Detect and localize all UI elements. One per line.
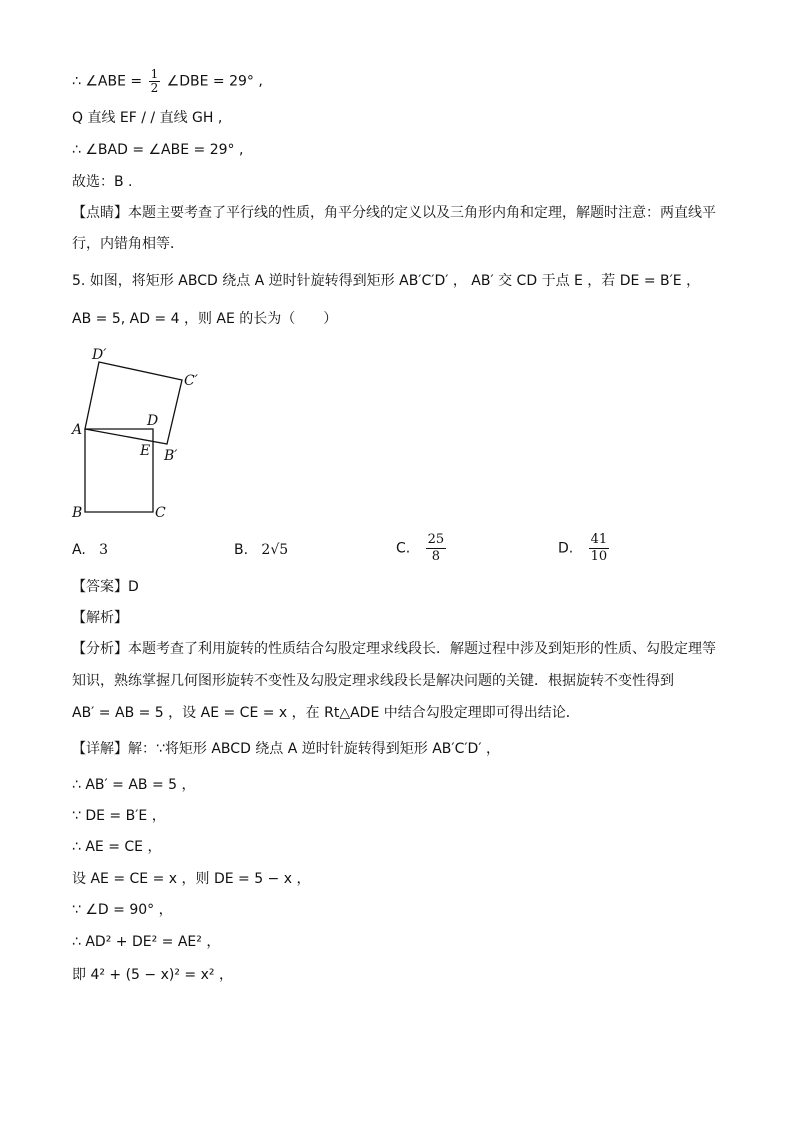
option-c-numerator: 25 [427,532,445,547]
rectangle-abcd [85,429,153,512]
detail-line-6: ∵ ∠D = 90° ， [72,902,173,918]
option-d-denominator: 10 [590,549,608,564]
option-a[interactable] [72,540,108,560]
option-c-label: C. [396,540,411,557]
option-d-numerator: 41 [590,532,608,547]
detail-line-3: ∵ DE = B′E ， [72,808,166,824]
analysis-line-2: 知识，熟练掌握几何图形旋转不变性及勾股定理求线段长是解决问题的关键．根据旋转不变性得到 [72,673,674,689]
label-e: E [140,443,151,459]
label-b-prime: B′ [164,448,178,464]
option-c[interactable] [396,532,448,565]
solution-line-2: Q 直线 EF / / 直线 GH , [72,110,223,126]
detail-line-5: 设 AE = CE = x ，则 DE = 5 − x ， [72,871,311,887]
option-d-label: D. [558,540,574,557]
analysis-line-1: 【分析】本题考查了利用旋转的性质结合勾股定理求线段长．解题过程中涉及到矩形的性质、勾股定理等 [72,641,716,657]
option-c-fraction [426,532,447,565]
option-b[interactable] [234,540,288,560]
option-a-label: A. [72,542,86,558]
line-1-suffix: ∠DBE = 29° , [166,73,263,90]
rectangle-ab-prime-c-prime-d-prime [85,362,182,444]
one-half-fraction [149,68,161,95]
analysis-heading: 【解析】 [72,610,128,626]
detail-line-2: ∴ AB′ = AB = 5 ， [72,777,196,793]
option-b-label: B. [234,542,249,558]
question-5-line-2: AB = 5, AD = 4 ，则 AE 的长为（ ） [72,311,338,327]
label-d: D [147,413,159,429]
answer-line: 【答案】D [72,579,139,595]
fraction-numerator: 1 [150,67,159,81]
label-b: B [72,505,83,521]
option-b-value: 2√5 [261,542,289,558]
detail-line-1: 【详解】解：∵将矩形 ABCD 绕点 A 逆时针旋转得到矩形 AB′C′D′ ， [72,741,500,757]
line-1-prefix: ∴ ∠ABE = [72,73,143,90]
fraction-denominator: 2 [150,81,159,95]
question-5-line-1: 5. 如图，将矩形 ABCD 绕点 A 逆时针旋转得到矩形 AB′C′D′ ， AB′ 交 CD 于点 E ，若 DE = B′E ， [72,273,701,289]
analysis-line-3: AB′ = AB = 5 ，设 AE = CE = x ，在 Rt△ADE 中结合勾股定理即可得出结论． [72,705,580,721]
choice-line: 故选：B . [72,174,133,190]
option-d[interactable] [558,532,611,565]
label-c-prime: C′ [184,373,198,389]
label-c: C [155,505,166,521]
rotated-rectangles-figure [60,340,220,530]
solution-line-3: ∴ ∠BAD = ∠ABE = 29° , [72,142,244,158]
option-a-value: 3 [99,542,109,558]
comment-line-2: 行，内错角相等． [72,236,184,252]
detail-line-7: ∴ AD² + DE² = AE² ， [72,934,221,950]
detail-line-8: 即 4² + (5 − x)² = x² ， [72,967,233,983]
comment-line-1: 【点睛】本题主要考查了平行线的性质，角平分线的定义以及三角形内角和定理，解题时注意：两直线平 [72,205,716,221]
solution-line-1 [72,68,263,95]
option-d-fraction [589,532,610,565]
label-d-prime: D′ [92,347,107,363]
detail-line-4: ∴ AE = CE ， [72,839,162,855]
label-a: A [72,422,83,438]
option-c-denominator: 8 [431,549,440,564]
